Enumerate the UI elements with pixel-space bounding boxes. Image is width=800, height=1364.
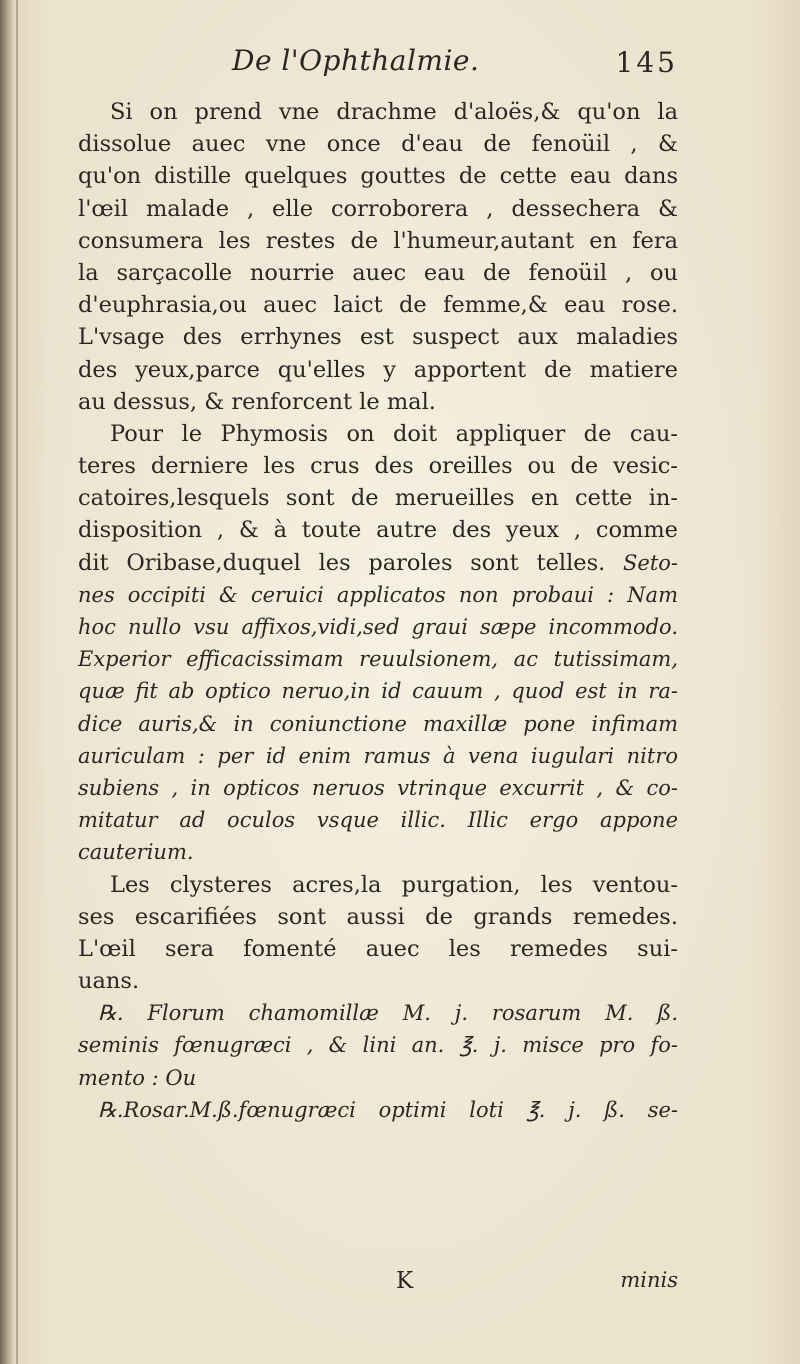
paragraph-phymosis	[78, 418, 678, 869]
text-line: l'œil malade , elle corroborera , dessechera &	[78, 195, 678, 222]
text-line: ses escarifiées sont aussi de grands remedes.	[78, 903, 678, 930]
catchword: minis	[620, 1268, 678, 1292]
latin-line: dice auris,& in coniunctione maxillæ pone infimam	[78, 711, 678, 736]
latin-segment: Seto-	[623, 550, 678, 575]
text-line: la sarçacolle nourrie auec eau de fenoüil , ou	[78, 259, 678, 286]
latin-line: Experior efficacissimam reuulsionem, ac tutissimam,	[78, 647, 678, 672]
text-line: dissolue auec vne once d'eau de fenoüil , &	[78, 131, 678, 158]
latin-line: nes occipiti & ceruici applicatos non probaui : Nam	[78, 582, 678, 607]
text-line: L'vsage des errhynes est suspect aux maladies	[78, 324, 678, 351]
paragraph-aloes	[78, 96, 678, 418]
text-line: d'euphrasia,ou auec laict de femme,& eau rose.	[78, 292, 678, 319]
running-title: De l'Ophthalmie.	[232, 44, 480, 77]
text-line: teres derniere les crus des oreilles ou de vesic-	[78, 453, 678, 480]
text-line: des yeux,parce qu'elles y apportent de matiere	[78, 356, 678, 383]
recipe-line: mento : Ou	[78, 1065, 197, 1090]
latin-line: quæ fit ab optico neruo,in id cauum , quod est in ra-	[78, 679, 678, 704]
text-line: L'œil sera fomenté auec les remedes sui-	[78, 935, 678, 962]
latin-line: auriculam : per id enim ramus à vena iugulari nitro	[78, 743, 678, 768]
recipe-block	[78, 997, 678, 1126]
text-line: Si on prend vne drachme d'aloës,& qu'on la	[110, 99, 678, 125]
book-page	[78, 44, 678, 1126]
text-line: au dessus, & renforcent le mal.	[78, 388, 436, 415]
text-line: Les clysteres acres,la purgation, les ventou-	[110, 871, 678, 898]
running-header	[78, 44, 678, 96]
recipe-line: ℞.Rosar.M.ß.fœnugræci optimi loti ℥. j. ß. se-	[98, 1097, 678, 1122]
text-line: Pour le Phymosis on doit appliquer de cau-	[110, 420, 678, 447]
book-gutter	[0, 0, 14, 1364]
text-line: qu'on distille quelques gouttes de cette eau dans	[78, 163, 678, 190]
recipe-line: seminis fœnugræci , & lini an. ℥. j. misce pro fo-	[78, 1033, 678, 1058]
signature-mark: K	[396, 1268, 414, 1294]
latin-line: mitatur ad oculos vsque illic. Illic ergo appone	[78, 808, 678, 833]
text-line: consumera les restes de l'humeur,autant en fera	[78, 227, 678, 254]
latin-line: cauterium.	[78, 840, 194, 865]
latin-line: subiens , in opticos neruos vtrinque excurrit , & co-	[78, 775, 678, 800]
text-line: disposition , & à toute autre des yeux , comme	[78, 517, 678, 544]
text-line: uans.	[78, 968, 140, 995]
recipe-line: ℞. Florum chamomillæ M. j. rosarum M. ß.	[98, 1001, 678, 1026]
paragraph-clysteres	[78, 869, 678, 998]
page-number: 145	[615, 46, 678, 79]
text-line	[78, 547, 678, 579]
gutter-edge	[16, 0, 18, 1364]
text-segment: dit Oribase,duquel les paroles sont telles.	[78, 549, 606, 576]
text-line: catoires,lesquels sont de merueilles en cette in-	[78, 485, 678, 512]
latin-line: hoc nullo vsu affixos,vidi,sed graui sæpe incommodo.	[78, 615, 678, 639]
